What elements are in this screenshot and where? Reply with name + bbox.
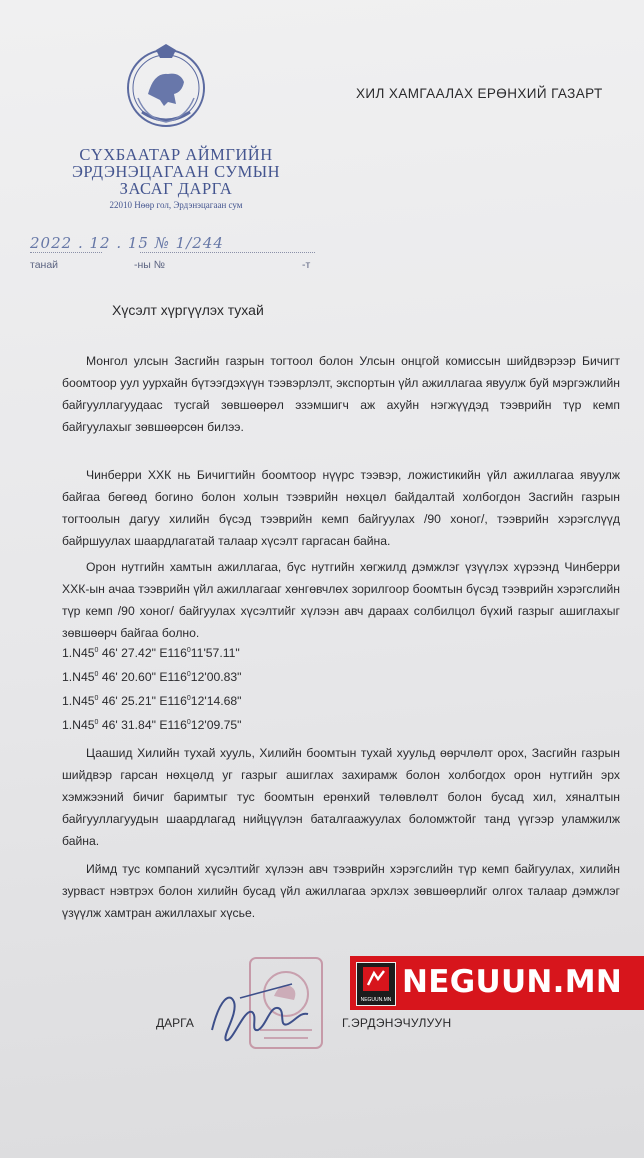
recipient-heading: ХИЛ ХАМГААЛАХ ЕРӨНХИЙ ГАЗАРТ	[356, 86, 603, 101]
paragraph-3: Орон нутгийн хамтын ажиллагаа, бүс нутгийн хөгжилд дэмжлэг үзүүлэх хүрээнд Чинберри ХХК-ын ачаа тээврийн үйл ажиллагааг хөнгөвчлөх зорилгоор боомтын бүсэд тээврийн хэрэгслийн түр кемп /90 хоног/ байгуулах хүсэлтийг хүлээн авч дараах солбилцол бүхий газрыг ашиглахыг зөвшөөрч байгаа болно.	[62, 560, 620, 640]
coordinate-row: $1.N45^0$ 46' 25.21" $E116^012'14.68$"	[62, 694, 242, 709]
reference-date-label: танай	[30, 259, 59, 271]
paragraph-4: Цаашид Хилийн тухай хууль, Хилийн боомтын тухай хуульд өөрчлөлт орох, Засгийн газрын шийдвэр гарсан нөхцөлд уг газрыг ашиглах захирамж болон холбогдох орон нутгийн эрх хэмжээний бичиг баримтыг тус боомтын ерөнхий төлөвлөлт болон бусад хил, хяналтын байгууллагуудын шаардлагад нийцүүлэн баталгаажуулах боломжтойг танд үүгээр уламжилж байна.	[62, 746, 620, 848]
reference-line	[30, 252, 330, 278]
paragraph-5: Иймд тус компаний хүсэлтийг хүлээн авч тээврийн хэрэгслийн түр кемп байгуулах, хилийн зурваст нэвтрэх болон хилийн бусад үйл ажиллагаа эрхлэх зөвшөөрлийг олгох талаар дэмжлэг үзүүлж хамтран ажиллахыг хүсье.	[62, 862, 620, 920]
neguun-logo-icon	[363, 967, 389, 991]
org-line-2: ЭРДЭНЭЦАГААН СУМЫН	[71, 162, 281, 181]
state-emblem-icon	[124, 42, 208, 132]
signatory-title: ДАРГА	[156, 1016, 194, 1030]
neguun-logo	[356, 962, 396, 1006]
neguun-watermark	[350, 956, 644, 1010]
reference-number-label: -ны №	[134, 259, 166, 271]
paragraph-2: Чинберри ХХК нь Бичигтийн боомтоор нүүрс тээвэр, ложистикийн үйл ажиллагаа явуулж байгаа бөгөөд богино болон холын тээврийн нөхцөл байдалтай холбогдон Засгийн газрын тогтоолын дагуу хилийн бүсэд тээврийн кемп байгуулах /90 хоног/, тээврийн хэрэгслүүд байршуулах шаардлагатай талаар хүсэлт гаргасан байна.	[62, 468, 620, 548]
logo-caption: NEGUUN.MN	[360, 997, 392, 1003]
handwritten-date-number: 2022 . 12 . 15 № 1/244	[30, 234, 224, 252]
org-address: 22010 Нөөр гол, Эрдэнэцагаан сум	[109, 200, 243, 210]
coordinate-row: $1.N45^0$ 46' 27.42" $E116^011'57.11$"	[62, 646, 240, 661]
watermark-brand: NEGUUN.MN	[402, 964, 623, 1000]
reference-suffix-label: -т	[302, 259, 311, 271]
coordinate-row: $1.N45^0$ 46' 20.60" $E116^012'00.83$"	[62, 670, 242, 685]
letterhead-organization	[60, 146, 292, 211]
org-line-3: ЗАСАГ ДАРГА	[119, 179, 233, 198]
signature-icon	[200, 978, 318, 1048]
paragraph-1: Монгол улсын Засгийн газрын тогтоол болон Улсын онцгой комиссын шийдвэрээр Бичигт боомтоор уул уурхайн бүтээгдэхүүн тээвэрлэлт, экспортын үйл ажиллагаа явуулж буй мэргэжлийн байгууллагуудаас тусгай зөвшөөрөл эзэмшигч аж ахуйн нэгжүүдэд тээврийн түр кемп байгуулахыг зөвшөөрсөн билээ.	[62, 354, 620, 434]
signatory-name: Г.ЭРДЭНЭЧУЛУУН	[342, 1016, 452, 1030]
coordinate-row: $1.N45^0$ 46' 31.84" $E116^012'09.75$"	[62, 718, 242, 733]
coordinate-list	[62, 640, 242, 736]
letter-subject: Хүсэлт хүргүүлэх тухай	[112, 302, 264, 318]
org-line-1: СҮХБААТАР АЙМГИЙН	[79, 145, 273, 164]
